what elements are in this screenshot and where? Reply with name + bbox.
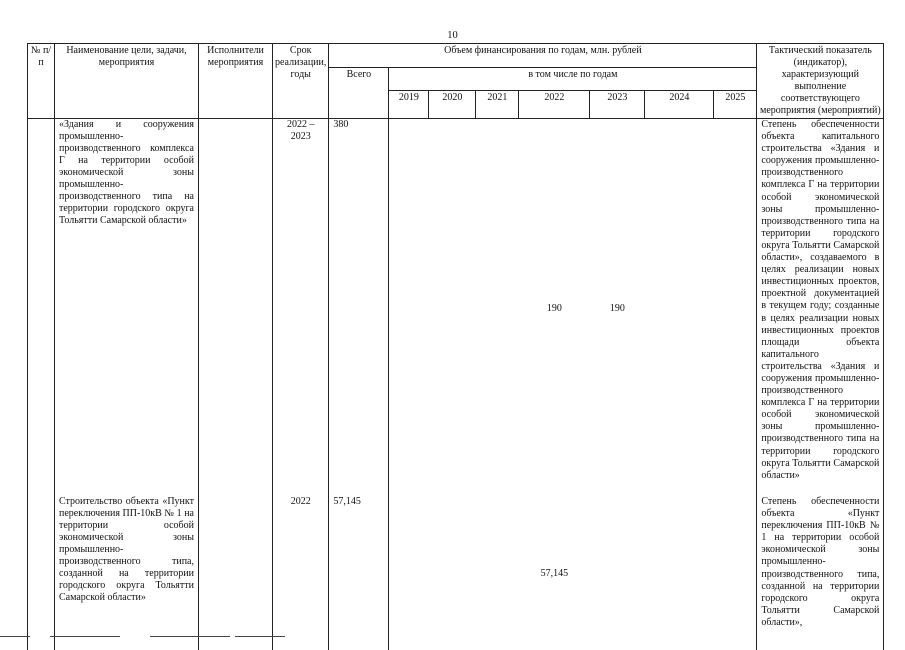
page-number: 10	[447, 30, 458, 41]
row-2022: 190	[546, 303, 562, 314]
row-2021	[476, 496, 519, 650]
row-indicator: Степень обеспеченности объекта капитального строительства «Здания и сооружения промышленно-производственного комплекса Г на территории особой экономической зоны промышленно-производственного типа на территории городского округа Тольятти Самарской области», создаваемого в целях реализации новых инвестиционных проектов, проектной документацией в текущем году; созданные в целях реализации новых инвестиционных проектов площади объекта капитального строительства «Здания и сооружения промышленно-производственного комплекса Г на территории особой экономической зоны промышленно-производственного типа на территории городского округа Тольятти Самарской области»	[757, 119, 884, 497]
row-indicator: Степень обеспеченности объекта «Пункт переключения ПП-10кВ № 1 на территории особой экономической зоны промышленно-производственного типа, созданной на территории городского округа Тольятти Самарской области»,	[757, 496, 884, 650]
header-name: Наименование цели, задачи, мероприятия	[55, 44, 199, 119]
row-2020	[429, 119, 476, 497]
row-2024	[645, 496, 714, 650]
header-year-2021: 2021	[476, 91, 519, 119]
row-2019	[389, 496, 429, 650]
row-executors	[199, 119, 273, 497]
row-2025	[714, 496, 757, 650]
row-term: 2022	[273, 496, 329, 650]
header-year-2025: 2025	[714, 91, 757, 119]
row-total: 57,145	[329, 496, 389, 650]
header-term: Срок реализации, годы	[273, 44, 329, 119]
row-2021	[476, 119, 519, 497]
row-2023: 190	[609, 303, 625, 314]
row-num	[28, 119, 55, 497]
row-2022: 57,145	[540, 568, 569, 579]
header-indicator: Тактический показатель (индикатор), характеризующий выполнение соответствующего мероприятия (мероприятий)	[757, 44, 884, 119]
header-total: Всего	[329, 68, 389, 119]
table-row	[28, 496, 884, 650]
row-2025	[714, 119, 757, 497]
row-2023	[590, 496, 645, 650]
row-2024	[645, 119, 714, 497]
header-year-2019: 2019	[389, 91, 429, 119]
header-num: № п/п	[28, 44, 55, 119]
row-term: 2022 – 2023	[273, 119, 329, 497]
row-2019	[389, 119, 429, 497]
table-row	[28, 119, 884, 497]
row-executors	[199, 496, 273, 650]
row-2020	[429, 496, 476, 650]
header-year-2020: 2020	[429, 91, 476, 119]
header-by-years: в том числе по годам	[389, 68, 757, 91]
header-year-2023: 2023	[590, 91, 645, 119]
header-funding: Объем финансирования по годам, млн. рублей	[329, 44, 757, 68]
header-year-2022: 2022	[519, 91, 590, 119]
row-num	[28, 496, 55, 650]
funding-table	[27, 43, 884, 650]
row-name: Строительство объекта «Пункт переключения ПП-10кВ № 1 на территории особой экономической зоны промышленно-производственного типа, созданной на территории городского округа Тольятти Самарской области»	[55, 496, 199, 650]
page-footer-rule	[0, 634, 905, 640]
row-total: 380	[329, 119, 389, 497]
row-name: «Здания и сооружения промышленно-производственного комплекса Г на территории особой экономической зоны промышленно-производственного типа на территории городского округа Тольятти Самарской области»	[55, 119, 199, 497]
header-year-2024: 2024	[645, 91, 714, 119]
header-executors: Исполнители мероприятия	[199, 44, 273, 119]
